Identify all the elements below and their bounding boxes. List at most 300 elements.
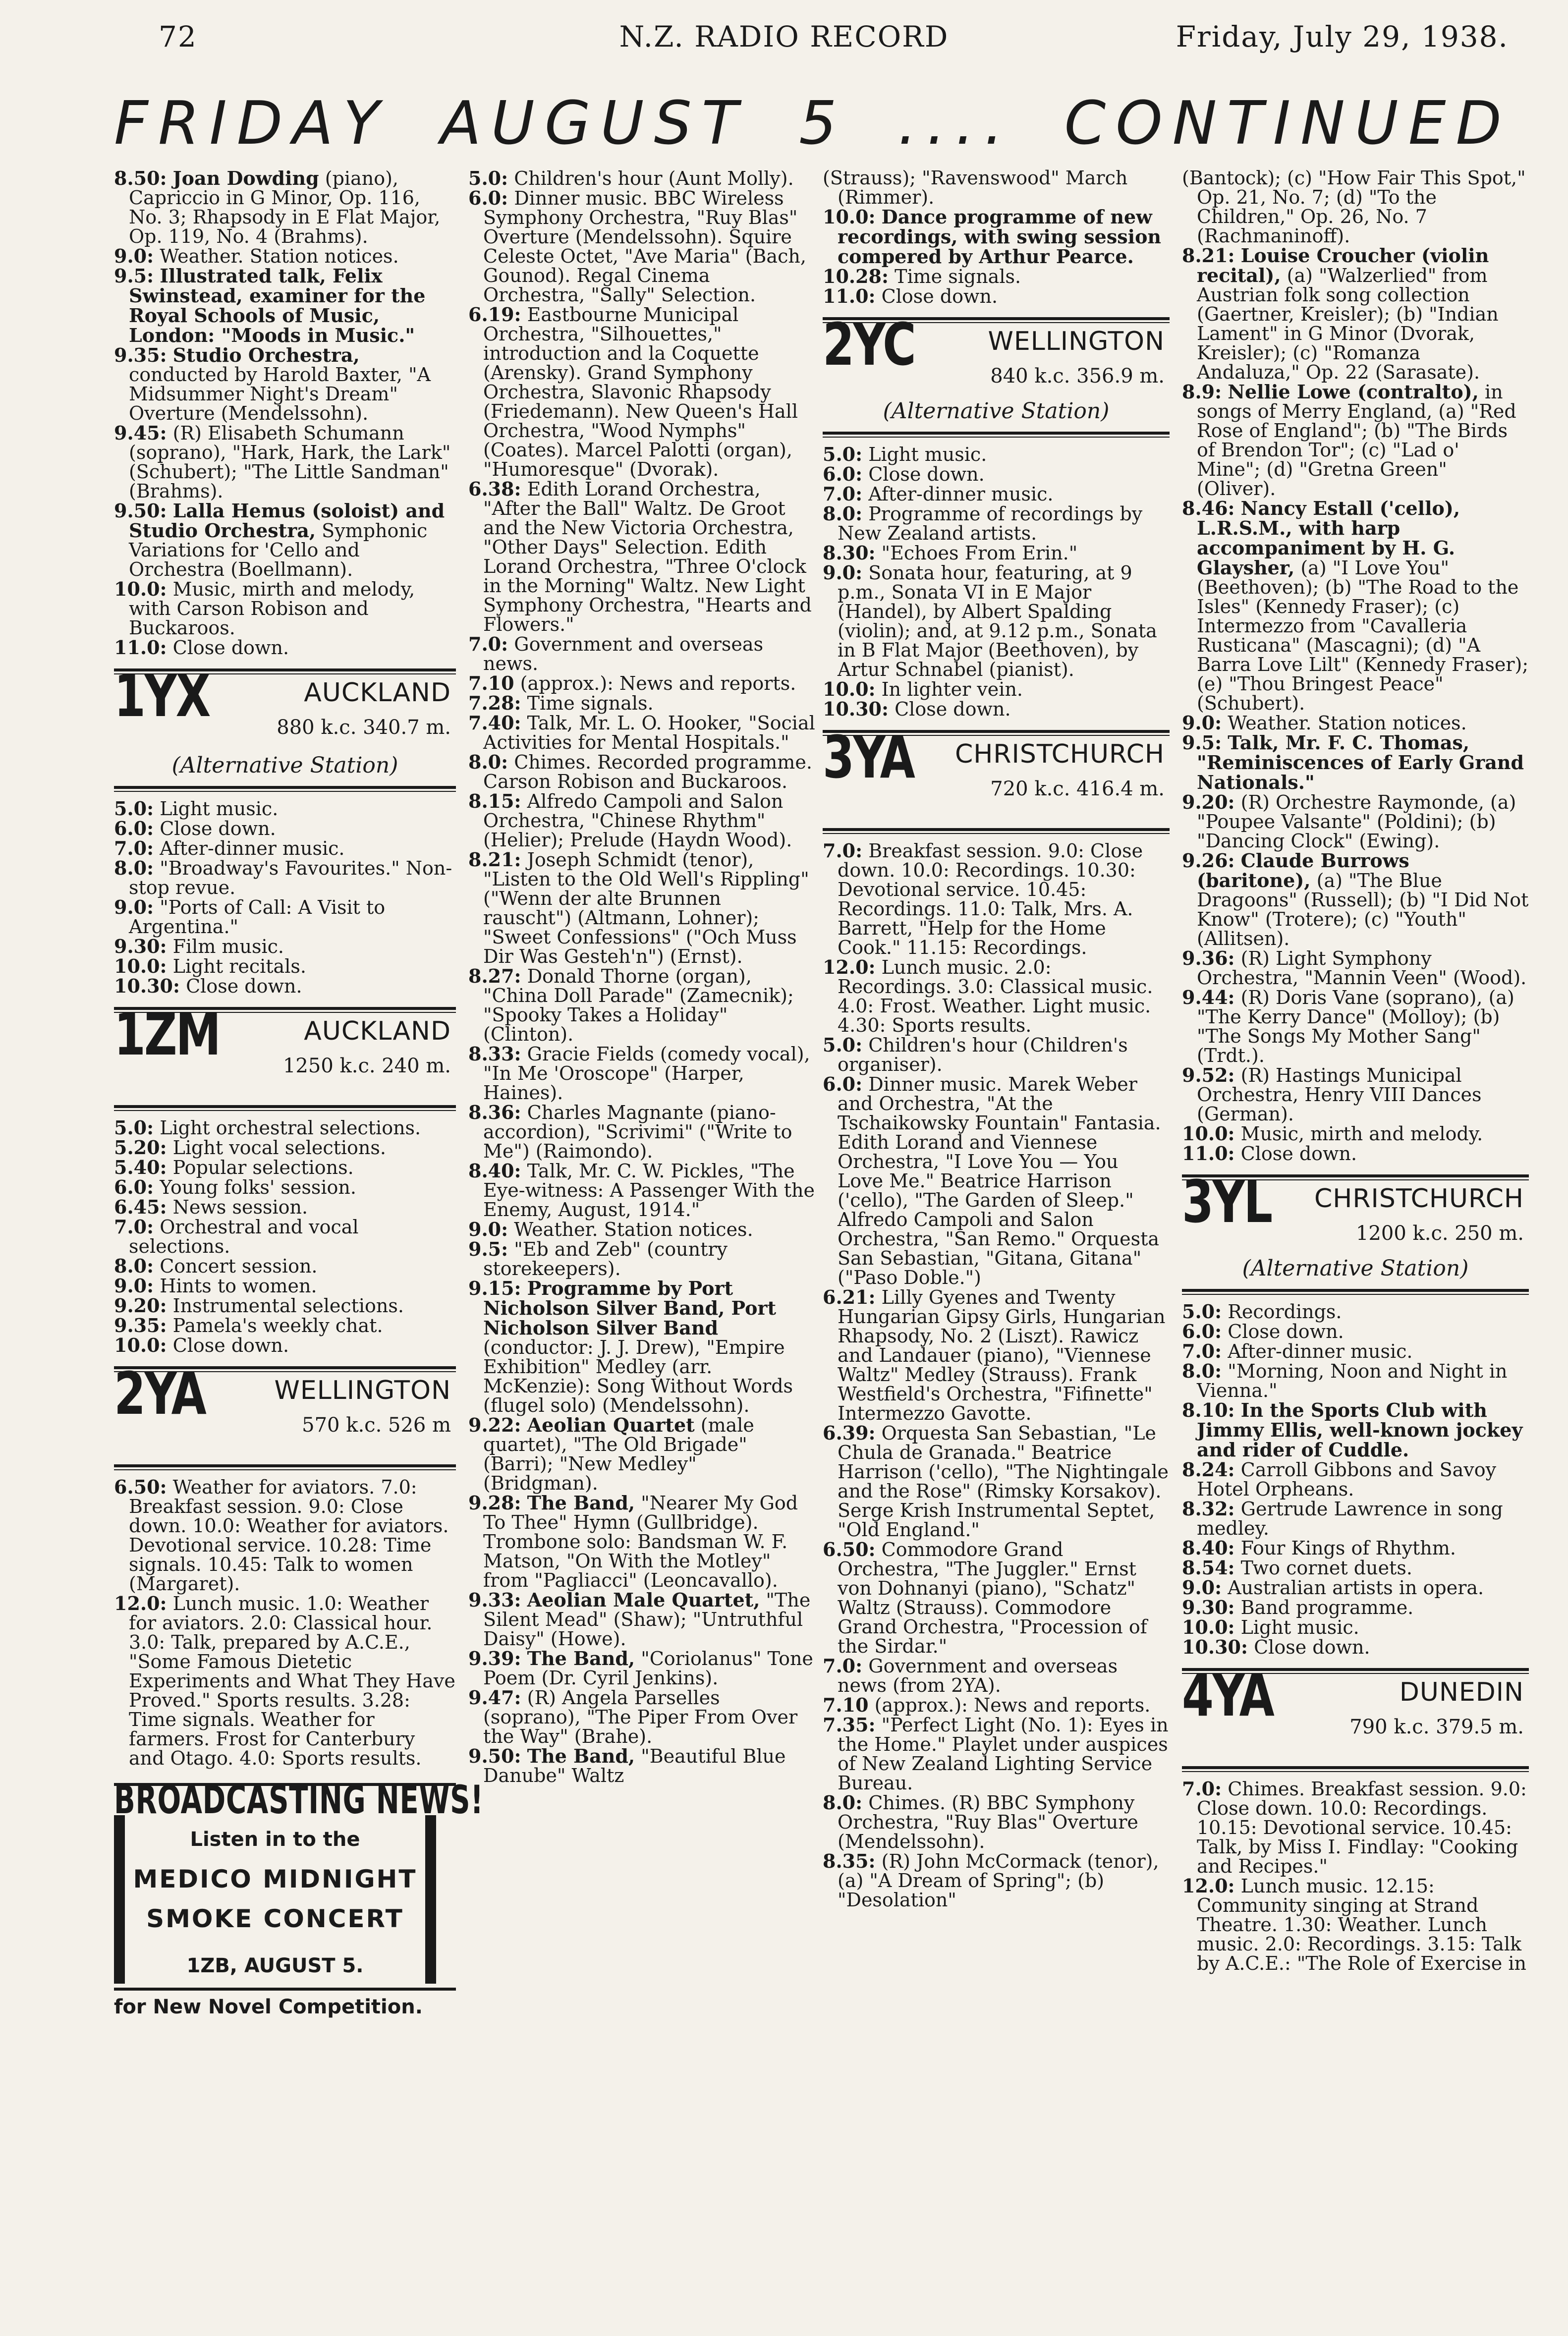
program-time: 9.50: <box>468 1745 521 1767</box>
station-header-1zm <box>114 1000 456 1094</box>
program-time: 9.20: <box>114 1294 167 1317</box>
banner-word: FRIDAY <box>114 89 390 158</box>
program-entry <box>1182 1302 1529 1322</box>
program-entry <box>1182 948 1529 988</box>
program-entry <box>823 1851 1170 1910</box>
program-text: (a) "I Love You" (Beethoven); (b) "The Road to the Isles" (Kennedy Fraser); (c) Intermezzo from "Cavalleria Rusticana" (Mascagni); (d) "A Barra Love Lilt" (Kennedy Fraser); (e) "Thou Bringest Peace" (Schubert). <box>1197 557 1529 714</box>
program-entry <box>468 791 815 850</box>
program-time: 9.39: <box>468 1647 521 1669</box>
program-text: Music, mirth and melody. <box>1234 1123 1483 1145</box>
divider <box>1182 1766 1529 1772</box>
program-time: 9.30: <box>114 935 167 957</box>
program-entry <box>823 1423 1170 1540</box>
program-time: 5.0: <box>823 443 863 465</box>
program-time: 8.0: <box>114 1255 154 1277</box>
program-entry <box>1182 1598 1529 1617</box>
program-time: 5.0: <box>468 167 508 189</box>
program-text: Close down. <box>1234 1143 1357 1165</box>
program-entry <box>1182 1124 1529 1144</box>
program-text: "Coriolanus" Tone Poem (Dr. Cyril Jenkins). <box>483 1648 813 1689</box>
program-text: Close down. <box>154 818 276 839</box>
program-text: Symphonic Variations for 'Cello and Orchestra (Boellmann). <box>129 520 428 580</box>
program-time: 8.21: <box>1182 244 1235 267</box>
program-text: Music, mirth and melody, with Carson Robison and Buckaroos. <box>129 578 415 639</box>
station-header-4ya <box>1182 1661 1529 1755</box>
station-frequency: 1200 k.c. 250 m. <box>1355 1222 1524 1245</box>
program-text: Chimes. Breakfast session. 9.0: Close down. 10.0: Recordings. 10.15: Devotional service. 10.45: Talk, by Miss I. Findlay: "Cooking and Recipes." <box>1197 1778 1527 1877</box>
program-time: 8.0: <box>114 857 154 879</box>
program-entry <box>823 1715 1170 1793</box>
program-entry <box>1182 733 1529 792</box>
program-text: Gracie Fields (comedy vocal), "In Me 'Oroscope" (Harper, Haines). <box>483 1043 810 1104</box>
program-time: 9.20: <box>1182 791 1235 813</box>
program-time: 8.0: <box>468 751 508 773</box>
program-entry <box>114 266 456 345</box>
program-text: "Morning, Noon and Night in Vienna." <box>1197 1360 1508 1401</box>
program-entry <box>823 1074 1170 1287</box>
program-highlight: Nellie Lowe (contralto), <box>1228 381 1479 403</box>
ad-line: 1ZB, AUGUST 5. <box>186 1954 364 1977</box>
program-text: Film music. <box>167 936 284 957</box>
ad-line: MEDICO MIDNIGHT <box>133 1865 417 1893</box>
program-time: 5.0: <box>114 797 154 820</box>
program-highlight: Programme by Port Nicholson Silver Band, Port Nicholson Silver Band <box>483 1277 777 1339</box>
program-time: 8.46: <box>1182 497 1235 519</box>
program-time: 9.0: <box>114 896 154 918</box>
program-time: 5.0: <box>1182 1300 1222 1323</box>
program-time: 9.22: <box>468 1414 521 1436</box>
program-time: 8.33: <box>468 1043 521 1065</box>
program-entry <box>114 345 456 423</box>
program-time: 8.9: <box>1182 381 1222 403</box>
divider <box>114 1105 456 1111</box>
program-entry <box>823 1656 1170 1695</box>
program-text: Gertrude Lawrence in song medley. <box>1197 1498 1503 1539</box>
program-text: News session. <box>167 1196 308 1218</box>
banner-word: .... <box>897 89 1013 158</box>
program-time: 10.28: <box>823 265 889 287</box>
program-entry <box>468 188 815 305</box>
station-header-2yc <box>823 310 1170 404</box>
program-time: 6.39: <box>823 1422 876 1444</box>
publication-title: N.Z. RADIO RECORD <box>619 20 949 54</box>
program-text: After-dinner music. <box>1222 1340 1413 1362</box>
program-entry <box>1182 1322 1529 1341</box>
program-time: 9.30: <box>1182 1596 1235 1618</box>
program-entry <box>114 423 456 501</box>
program-time: 9.35: <box>114 1314 167 1336</box>
program-entry <box>823 484 1170 504</box>
program-entry <box>114 1217 456 1256</box>
station-city: WELLINGTON <box>274 1376 451 1405</box>
program-time: 11.0: <box>114 636 167 659</box>
program-text: Weather. Station notices. <box>154 245 399 267</box>
program-entry <box>114 638 456 658</box>
issue-date: Friday, July 29, 1938. <box>1176 20 1509 54</box>
program-text: (conductor: J. J. Drew), "Empire Exhibition" Medley (arr. McKenzie): Song Without Words (flugel solo) (Mendelssohn). <box>483 1336 793 1416</box>
program-time: 11.0: <box>823 285 876 307</box>
program-text: Breakfast session. 9.0: Close down. 10.0: Recordings. 10.30: Devotional service. 10.45: Recordings. 11.0: Talk, Mrs. A. Barrett, "Help for the Home Cook." 11.15: Recordings. <box>838 840 1143 958</box>
program-text: Government and overseas news. <box>483 633 764 674</box>
program-entry <box>1182 246 1529 382</box>
program-highlight: Illustrated talk, Felix Swinstead, examiner for the Royal Schools of Music, London: "Moods in Music." <box>129 265 426 346</box>
program-text: (R) Hastings Municipal Orchestra, Henry VIII Dances (German). <box>1197 1064 1482 1125</box>
program-entry <box>823 286 1170 306</box>
program-text: Weather for aviators. 7.0: Breakfast session. 9.0: Close down. 10.0: Weather for aviators. Devotional service. 10.28: Time signals. 10.45: Talk to women (Margaret). <box>129 1476 449 1595</box>
program-entry <box>1182 792 1529 851</box>
program-entry <box>114 1118 456 1138</box>
program-text: "Perfect Light (No. 1): Eyes in the Home." Playlet under auspices of New Zealand Lighting Service Bureau. <box>838 1714 1169 1794</box>
program-time: 12.0: <box>823 956 876 978</box>
program-time: 10.0: <box>114 955 167 977</box>
program-entry <box>114 897 456 937</box>
station-city: WELLINGTON <box>988 327 1165 356</box>
program-text: (male quartet), "The Old Brigade" (Barri); "New Medley" (Bridgman). <box>483 1414 754 1494</box>
program-time: 7.35: <box>823 1714 876 1736</box>
program-time: 7.0: <box>823 839 863 862</box>
station-subtitle: (Alternative Station) <box>1242 1256 1469 1281</box>
program-time: 7.40: <box>468 712 521 734</box>
program-entry <box>823 1793 1170 1851</box>
program-entry <box>468 1746 815 1785</box>
program-text: Lilly Gyenes and Twenty Hungarian Gipsy Girls, Hungarian Rhapsody, No. 2 (Liszt). Rawicz and Landauer (piano), "Viennese Waltz" Medley (Strauss). Frank Westfield's Orchestra, "Fifinette" Intermezzo Gavotte. <box>838 1286 1166 1424</box>
program-text: Talk, Mr. C. W. Pickles, "The Eye-witness: A Passenger With the Enemy, August, 1914." <box>483 1160 815 1221</box>
program-entry <box>468 752 815 791</box>
banner-word: AUGUST <box>440 89 748 158</box>
program-time: 10.0: <box>1182 1616 1235 1638</box>
program-text: "Nearer My God To Thee" Hymn (Gullbridge). Trombone solo: Bandsman W. F. Matson, "On With the Motley" from "Pagliacci" (Leoncavallo). <box>483 1492 798 1591</box>
program-time: 9.44: <box>1182 986 1235 1008</box>
program-time: 8.0: <box>1182 1360 1222 1382</box>
program-time: 8.40: <box>468 1160 521 1182</box>
program-entry <box>468 1239 815 1279</box>
program-entry <box>823 679 1170 699</box>
station-frequency: 1250 k.c. 240 m. <box>282 1055 451 1077</box>
program-entry <box>1182 1361 1529 1400</box>
program-time: 9.33: <box>468 1589 521 1611</box>
program-entry <box>114 1256 456 1276</box>
station-subtitle: (Alternative Station) <box>883 398 1110 424</box>
station-city: CHRISTCHURCH <box>954 739 1165 769</box>
program-entry <box>114 956 456 976</box>
program-entry <box>1182 168 1529 246</box>
program-entry <box>114 1594 456 1768</box>
station-call-sign: 1ZM <box>114 1000 220 1068</box>
program-text: (R) Elisabeth Schumann (soprano), "Hark, Hark, the Lark" (Schubert); "The Little Sandman" (Brahms). <box>129 422 451 502</box>
program-text: (R) Light Symphony Orchestra, "Mannin Veen" (Wood). <box>1197 947 1527 989</box>
program-entry <box>114 246 456 266</box>
program-highlight: Aeolian Male Quartet, <box>527 1589 760 1611</box>
program-list <box>1182 1302 1529 1657</box>
program-time: 7.0: <box>114 837 154 859</box>
program-entry <box>823 841 1170 957</box>
program-time: 5.40: <box>114 1156 167 1178</box>
program-entry <box>468 693 815 713</box>
program-text: Time signals. <box>889 266 1021 287</box>
program-text: Chimes. Recorded programme. Carson Robison and Buckaroos. <box>483 751 812 792</box>
program-time: 6.45: <box>114 1196 167 1218</box>
program-text: "Eb and Zeb" (country storekeepers). <box>483 1238 728 1279</box>
program-text: in songs of Merry England, (a) "Red Rose of England"; (b) "The Birds of Brendon Tor"; (c) "Lad o' Mine"; (d) "Gretna Green" (Oliver). <box>1197 381 1516 500</box>
program-time: 9.26: <box>1182 849 1235 872</box>
program-text: (a) "The Blue Dragoons" (Russell); (b) "I Did Not Know" (Trotere); (c) "Youth" (Allitsen). <box>1197 870 1529 949</box>
program-time: 8.24: <box>1182 1458 1235 1481</box>
program-time: 8.21: <box>468 848 521 871</box>
program-time: 7.28: <box>468 692 521 714</box>
station-frequency: 570 k.c. 526 m <box>302 1414 451 1437</box>
program-text: Light vocal selections. <box>167 1137 386 1159</box>
program-highlight: Joan Dowding <box>172 167 319 189</box>
program-time: 9.0: <box>823 561 863 584</box>
column-2 <box>468 168 815 1785</box>
program-highlight: Louise Croucher (violin recital), <box>1197 244 1489 286</box>
station-header-1yx <box>114 662 456 756</box>
program-list <box>114 168 456 658</box>
program-text: Orquesta San Sebastian, "Le Chula de Granada." Beatrice Harrison ('cello), "The Nightingale and the Rose" (Rimsky Korsakov). Serge Krish Instrumental Septet, "Old England." <box>838 1422 1169 1541</box>
program-time: 8.54: <box>1182 1557 1235 1579</box>
program-text: Talk, Mr. L. O. Hooker, "Social Activities for Mental Hospitals." <box>483 712 815 753</box>
program-entry <box>114 1276 456 1296</box>
program-entry <box>823 1540 1170 1656</box>
program-time: 9.5: <box>1182 731 1222 754</box>
program-time: 9.0: <box>1182 712 1222 734</box>
page-number: 72 <box>159 20 197 54</box>
program-text: Close down. <box>180 975 302 997</box>
divider <box>1182 1289 1529 1295</box>
program-entry <box>114 501 456 579</box>
program-entry <box>823 504 1170 543</box>
program-time: 6.0: <box>823 1073 863 1095</box>
program-time: 8.0: <box>823 1791 863 1814</box>
program-time: 8.35: <box>823 1850 876 1872</box>
program-time: 10.0: <box>1182 1122 1235 1145</box>
program-text: Australian artists in opera. <box>1222 1577 1484 1599</box>
program-text: Band programme. <box>1234 1597 1414 1618</box>
program-time: 8.27: <box>468 965 521 987</box>
program-entry <box>114 1138 456 1158</box>
program-text: After-dinner music. <box>862 483 1054 505</box>
program-entry <box>468 673 815 693</box>
program-time: 9.52: <box>1182 1064 1235 1086</box>
program-text: Dinner music. BBC Wireless Symphony Orchestra, "Ruy Blas" Overture (Mendelssohn). Squire Celeste Octet, "Ave Maria" (Bach, Gounod). Regal Cinema Orchestra, "Sally" Selection. <box>483 187 806 306</box>
program-list <box>114 1118 456 1355</box>
program-entry <box>1182 1400 1529 1460</box>
program-entry <box>468 966 815 1044</box>
program-entry <box>823 168 1170 207</box>
program-highlight: The Band, <box>527 1492 635 1514</box>
program-entry <box>1182 1876 1529 1973</box>
program-time: 5.0: <box>114 1116 154 1139</box>
program-time: 9.47: <box>468 1686 521 1709</box>
program-time: 6.38: <box>468 478 521 500</box>
divider <box>114 786 456 792</box>
program-text: Carroll Gibbons and Savoy Hotel Orpheans. <box>1197 1459 1497 1500</box>
program-entry <box>468 1103 815 1161</box>
program-list <box>1182 168 1529 1164</box>
station-header-2ya <box>114 1359 456 1453</box>
program-time: 12.0: <box>114 1592 167 1614</box>
program-text: (Bantock); (c) "How Fair This Spot," Op. 21, No. 7; (d) "To the Children," Op. 26, No. 7 (Rachmaninoff). <box>1182 167 1526 247</box>
program-time: 9.0: <box>1182 1576 1222 1599</box>
station-call-sign: 3YA <box>823 723 914 791</box>
program-entry <box>1182 851 1529 948</box>
column-4 <box>1182 168 1529 1973</box>
program-text: Close down. <box>862 463 985 485</box>
station-call-sign: 2YA <box>114 1359 205 1428</box>
program-entry <box>823 957 1170 1035</box>
program-text: Children's hour (Children's organiser). <box>838 1034 1128 1075</box>
program-entry <box>823 1287 1170 1423</box>
program-entry <box>468 1688 815 1746</box>
program-time: 8.0: <box>823 502 863 525</box>
program-time: 9.50: <box>114 500 167 522</box>
program-text: Instrumental selections. <box>167 1295 404 1317</box>
program-highlight: Nancy Estall ('cello), L.R.S.M., with harp accompaniment by H. G. Glaysher, <box>1197 497 1460 579</box>
program-time: 6.0: <box>114 817 154 839</box>
program-entry <box>1182 713 1529 733</box>
program-entry <box>1182 1144 1529 1164</box>
program-text: (R) Doris Vane (soprano), (a) "The Kerry Dance" (Molloy); (b) "The Songs My Mother Sang" (Trdt.). <box>1197 987 1514 1066</box>
program-highlight: Lalla Hemus (soloist) and Studio Orchestra, <box>129 500 445 542</box>
program-text: (R) Orchestre Raymonde, (a) "Poupee Valsante" (Poldini); (b) "Dancing Clock" (Ewing). <box>1197 791 1516 852</box>
program-text: (approx.): News and reports. <box>514 672 796 694</box>
program-text: Light music. <box>154 798 279 820</box>
program-entry <box>1182 382 1529 499</box>
program-entry <box>1182 499 1529 713</box>
ad-box <box>114 1815 436 1984</box>
program-time: 10.0: <box>114 1334 167 1356</box>
program-text: In lighter vein. <box>875 678 1023 700</box>
program-time: 6.0: <box>114 1176 154 1198</box>
program-time: 10.30: <box>823 698 889 720</box>
program-time: 9.5: <box>468 1238 508 1260</box>
program-entry <box>468 713 815 752</box>
program-entry <box>823 543 1170 563</box>
station-frequency: 790 k.c. 379.5 m. <box>1349 1716 1524 1738</box>
program-entry <box>114 168 456 246</box>
program-entry <box>114 838 456 858</box>
program-text: Close down. <box>889 698 1011 720</box>
program-time: 7.10 <box>468 672 514 694</box>
program-entry <box>114 799 456 819</box>
program-entry <box>823 445 1170 464</box>
program-entry <box>114 1316 456 1335</box>
program-entry <box>114 976 456 996</box>
station-frequency: 720 k.c. 416.4 m. <box>990 778 1165 800</box>
program-text: "Ports of Call: A Visit to Argentina." <box>129 896 386 938</box>
program-entry <box>468 1415 815 1493</box>
station-call-sign: 2YC <box>823 310 915 379</box>
program-text: Programme of recordings by New Zealand artists. <box>838 503 1143 544</box>
program-highlight: In the Sports Club with Jimmy Ellis, well-known jockey and rider of Cuddle. <box>1197 1399 1523 1461</box>
program-list <box>823 445 1170 719</box>
program-text: Close down. <box>875 285 998 307</box>
program-time: 8.15: <box>468 790 521 812</box>
program-entry <box>1182 1499 1529 1538</box>
program-time: 7.0: <box>823 1655 863 1677</box>
program-list <box>114 799 456 996</box>
program-entry <box>823 464 1170 484</box>
day-banner <box>114 89 1512 158</box>
program-entry <box>114 1296 456 1316</box>
program-text: Orchestral and vocal selections. <box>129 1216 359 1257</box>
program-entry <box>468 168 815 188</box>
program-time: 8.32: <box>1182 1498 1235 1520</box>
ad-line: Listen in to the <box>190 1828 360 1851</box>
station-call-sign: 4YA <box>1182 1661 1273 1729</box>
program-text: (R) Angela Parselles (soprano), "The Piper From Over the Way" (Brahe). <box>483 1687 798 1747</box>
program-time: 9.45: <box>114 422 167 444</box>
program-text: conducted by Harold Baxter, "A Midsummer Night's Dream" Overture (Mendelssohn). <box>129 364 431 424</box>
program-list <box>468 168 815 1785</box>
program-entry <box>114 819 456 838</box>
station-city: CHRISTCHURCH <box>1314 1184 1524 1214</box>
program-text: Four Kings of Rhythm. <box>1234 1537 1456 1559</box>
program-text: Donald Thorne (organ), "China Doll Parade" (Zamecnik); "Spooky Takes a Holiday" (Clinton). <box>483 965 794 1045</box>
ad-line: SMOKE CONCERT <box>146 1904 404 1933</box>
program-text: Light recitals. <box>167 955 306 977</box>
program-highlight: Talk, Mr. F. C. Thomas, "Reminiscences of Early Grand Nationals." <box>1197 731 1524 793</box>
program-text: Light music. <box>862 444 987 465</box>
station-city: AUCKLAND <box>304 678 451 708</box>
program-entry <box>468 1649 815 1688</box>
program-entry <box>1182 1341 1529 1361</box>
program-text: Close down. <box>1248 1636 1370 1658</box>
program-text: Lunch music. 2.0: Recordings. 3.0: Classical music. 4.0: Frost. Weather. Light music. 4.30: Sports results. <box>838 956 1153 1036</box>
program-text: Lunch music. 12.15: Community singing at Strand Theatre. 1.30: Weather. Lunch music. 2.0: Recordings. 3.15: Talk by A.C.E.: "The Role of Exercise in <box>1197 1875 1526 1974</box>
program-entry <box>114 1158 456 1177</box>
program-time: 11.0: <box>1182 1142 1235 1165</box>
program-time: 7.0: <box>114 1216 154 1238</box>
program-highlight: The Band, <box>527 1745 635 1767</box>
station-subtitle: (Alternative Station) <box>171 753 398 778</box>
program-entry <box>823 563 1170 679</box>
program-time: 6.50: <box>823 1538 876 1560</box>
advertisement <box>114 1778 484 2018</box>
divider <box>823 828 1170 834</box>
column-3 <box>823 168 1170 1910</box>
program-entry <box>468 1493 815 1590</box>
program-highlight: Studio Orchestra, <box>172 344 360 366</box>
program-text: "Broadway's Favourites." Non-stop revue. <box>129 857 452 898</box>
program-entry <box>114 1197 456 1217</box>
program-text: Lunch music. 1.0: Weather for aviators. 2.0: Classical hour. 3.0: Talk, prepared by A.C.E., "Some Famous Dietetic Experiments and What They Have Proved." Sports results. 3.28: Time signals. Weather for farmers. Frost for Canterbury and Otago. 4.0: Sports results. <box>129 1593 455 1769</box>
program-text: Joseph Schmidt (tenor), "Listen to the Old Well's Rippling" ("Wenn der alte Brunnen rauscht") (Altmann, Lohner); "Sweet Confessions" ("Och Muss Dir Was Gesteh'n") (Ernst). <box>483 849 809 967</box>
program-highlight: Aeolian Quartet <box>527 1414 695 1436</box>
program-entry <box>1182 1460 1529 1499</box>
program-time: 6.21: <box>823 1286 876 1308</box>
program-text: Time signals. <box>521 692 654 714</box>
program-text: Commodore Grand Orchestra, "The Juggler." Ernst von Dohnanyi (piano), "Schatz" Waltz (Strauss). Commodore Grand Orchestra, "Procession of the Sirdar." <box>838 1539 1147 1657</box>
station-city: AUCKLAND <box>304 1016 451 1046</box>
program-text: Edith Lorand Orchestra, "After the Ball" Waltz. De Groot and the New Victoria Orchestra, "Other Days" Selection. Edith Lorand Orchestra, "Three O'clock in the Morning" Waltz. New Light Symphony Orchestra, "Hearts and Flowers." <box>483 478 812 635</box>
program-time: 6.0: <box>823 463 863 485</box>
program-list <box>114 1477 456 1768</box>
program-time: 8.36: <box>468 1101 521 1123</box>
program-entry <box>468 850 815 966</box>
divider <box>114 1464 456 1470</box>
program-time: 8.50: <box>114 167 167 189</box>
program-time: 9.28: <box>468 1492 521 1514</box>
program-time: 7.0: <box>1182 1340 1222 1362</box>
program-time: 10.30: <box>114 975 180 997</box>
program-text: (Strauss); "Ravenswood" March (Rimmer). <box>823 167 1128 208</box>
station-frequency: 840 k.c. 356.9 m. <box>990 365 1165 388</box>
program-text: Charles Magnante (piano-accordion), "Scrivimi" ("Write to Me") (Raimondo). <box>483 1102 792 1162</box>
program-time: 7.0: <box>468 633 508 655</box>
program-entry <box>1182 1558 1529 1578</box>
program-list <box>823 168 1170 306</box>
